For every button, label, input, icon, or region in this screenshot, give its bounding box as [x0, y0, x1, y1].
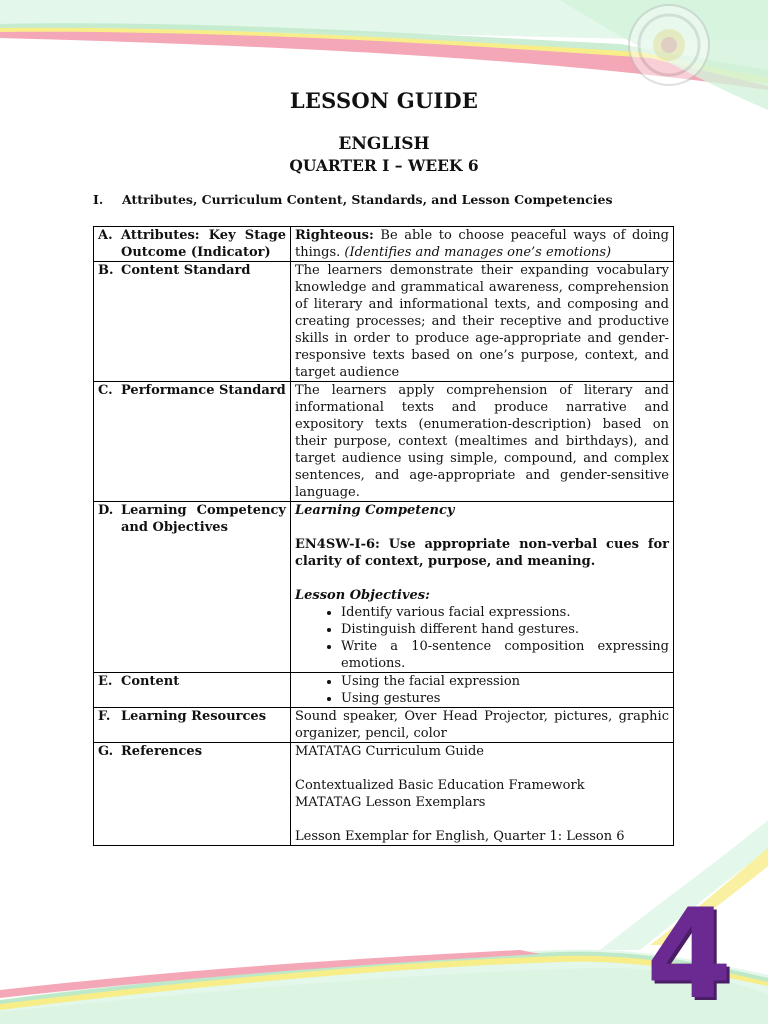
subject-title: ENGLISH	[338, 134, 430, 154]
reference-item: MATATAG Lesson Exemplars	[295, 795, 486, 810]
lesson-competencies-table	[93, 226, 674, 846]
table-row	[94, 262, 674, 382]
objectives-heading: Lesson Objectives:	[295, 588, 430, 603]
section-title: Attributes, Curriculum Content, Standards, and Lesson Competencies	[122, 192, 613, 207]
reference-item: Lesson Exemplar for English, Quarter 1: Lesson 6	[295, 829, 625, 844]
row-letter: G.	[98, 744, 114, 759]
table-row	[94, 227, 674, 262]
row-letter: F.	[98, 709, 111, 724]
row-label-cell	[94, 502, 291, 673]
row-value-cell	[291, 502, 674, 673]
row-label: References	[121, 744, 203, 759]
list-item: • Using the facial expression	[341, 673, 669, 690]
competency-heading: Learning Competency	[295, 503, 455, 518]
row-label-cell	[94, 262, 291, 382]
section-heading	[93, 192, 693, 207]
reference-item: MATATAG Curriculum Guide	[295, 744, 484, 759]
competency-text: EN4SW-I-6: Use appropriate non-verbal cues for clarity of context, purpose, and meaning.	[295, 537, 669, 569]
list-item: • Using gestures	[341, 690, 669, 707]
list-item: • Write a 10-sentence composition expressing emotions.	[341, 638, 669, 672]
table-row	[94, 502, 674, 673]
row-letter: D.	[98, 503, 114, 518]
list-item: • Identify various facial expressions.	[341, 604, 669, 621]
row-label: Learning Resources	[121, 709, 267, 724]
row-label: Learning Competency and Objectives	[121, 503, 286, 535]
row-label-cell	[94, 673, 291, 708]
performance-standard-text: The learners apply comprehension of literary and informational texts and produce narrative and expository texts (enumeration-description) based on their purpose, context (mealtimes and birthdays), and target audience using simple, compound, and complex sentences, and age-appropriate and gender-sensitive language.	[291, 382, 674, 502]
section-number: I.	[93, 192, 104, 207]
table-row	[94, 673, 674, 708]
attribute-description: Be able to choose peaceful ways of doing things.	[295, 228, 669, 260]
attribute-indicator: (Identifies and manages one’s emotions)	[344, 245, 612, 260]
reference-item: Contextualized Basic Education Framework	[295, 778, 585, 793]
row-label-cell	[94, 743, 291, 846]
learning-resources-text: Sound speaker, Over Head Projector, pictures, graphic organizer, pencil, color	[291, 708, 674, 743]
row-letter: A.	[98, 228, 113, 243]
row-label: Content Standard	[121, 263, 251, 278]
content-standard-text: The learners demonstrate their expanding vocabulary knowledge and grammatical awareness, comprehension of literary and informational texts, and composing and creating processes; and their receptive and productive skills in order to produce age-appropriate and gender-responsive texts based on one’s purpose, context, and target audience	[291, 262, 674, 382]
grade-level-number: 4	[646, 883, 733, 1027]
row-label-cell	[94, 708, 291, 743]
row-label-cell	[94, 227, 291, 262]
row-value-cell	[291, 673, 674, 708]
row-letter: B.	[98, 263, 114, 278]
table-row	[94, 743, 674, 846]
row-value-cell	[291, 227, 674, 262]
row-value-cell	[291, 743, 674, 846]
table-row	[94, 708, 674, 743]
row-letter: E.	[98, 674, 113, 689]
attribute-name: Righteous:	[295, 228, 374, 243]
objectives-list	[295, 604, 669, 672]
row-label: Performance Standard	[121, 383, 286, 398]
page-title: LESSON GUIDE	[289, 88, 479, 113]
table-row	[94, 382, 674, 502]
content-list	[295, 673, 669, 707]
row-letter: C.	[98, 383, 113, 398]
row-label-cell	[94, 382, 291, 502]
list-item: • Distinguish different hand gestures.	[341, 621, 669, 638]
row-label: Attributes: Key Stage Outcome (Indicator)	[121, 228, 286, 260]
quarter-week-title: QUARTER I – WEEK 6	[289, 156, 479, 175]
row-label: Content	[121, 674, 180, 689]
